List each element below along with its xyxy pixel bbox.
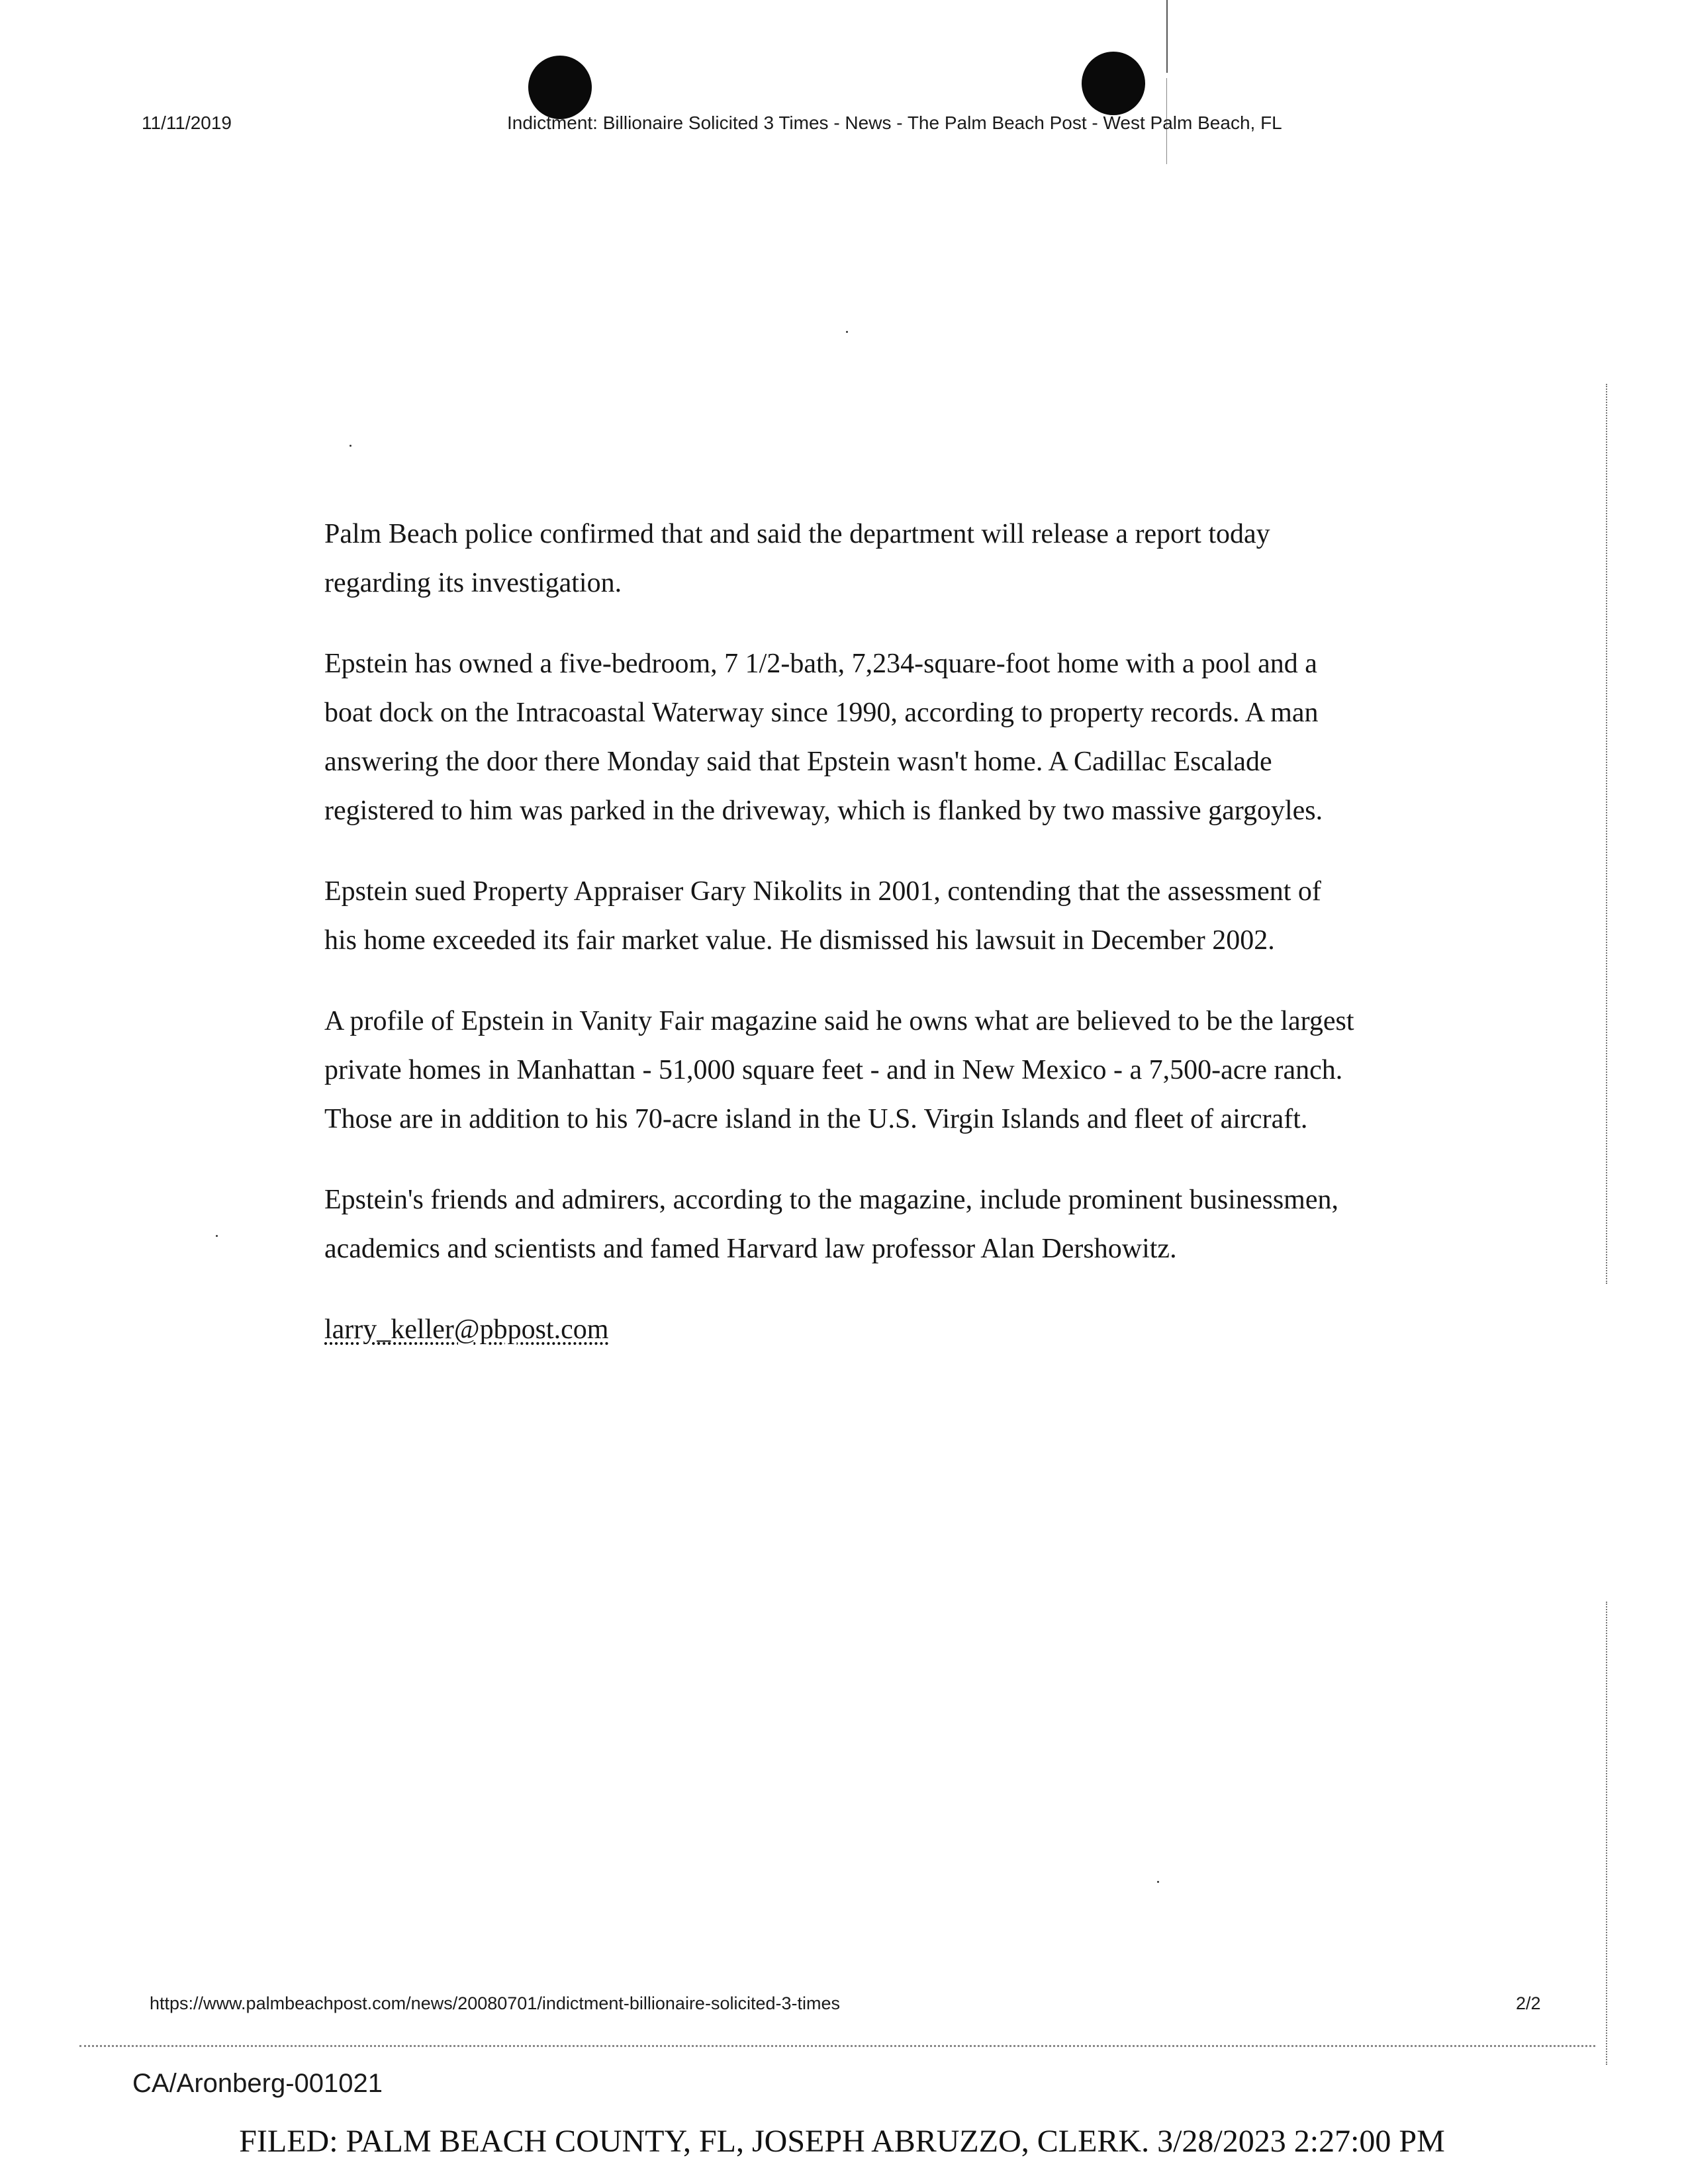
scan-edge-artifact	[1606, 384, 1609, 1284]
print-date: 11/11/2019	[142, 113, 232, 133]
punch-hole-right	[1082, 52, 1145, 115]
filing-stamp: FILED: PALM BEACH COUNTY, FL, JOSEPH ABRUZZO, CLERK. 3/28/2023 2:27:00 PM	[239, 2124, 1445, 2159]
paragraph: Epstein sued Property Appraiser Gary Nikolits in 2001, contending that the assessment of his home exceeded its fair market value. He dismissed his lawsuit in December 2002.	[324, 876, 1321, 956]
scan-edge-artifact	[1606, 1602, 1609, 2065]
bates-number: CA/Aronberg-001021	[132, 2069, 383, 2098]
scan-speck	[350, 445, 351, 447]
punch-hole-left	[528, 56, 592, 119]
page-number: 2/2	[1516, 1993, 1541, 2013]
scan-line	[1166, 0, 1168, 73]
scan-speck	[1157, 1881, 1159, 1883]
paragraph: Palm Beach police confirmed that and said the department will release a report today regarding its investigation.	[324, 519, 1270, 598]
article-body	[324, 510, 1357, 1386]
paragraph: Epstein's friends and admirers, according to the magazine, include prominent businessmen, academics and scientists and famed Harvard law professor Alan Dershowitz.	[324, 1185, 1338, 1264]
paragraph: A profile of Epstein in Vanity Fair magazine said he owns what are believed to be the largest private homes in Manhattan - 51,000 square feet - and in New Mexico - a 7,500-acre ranch. Those are in addition to his 70-acre island in the U.S. Virgin Islands and fleet of aircraft.	[324, 1006, 1354, 1134]
scan-speck	[216, 1235, 218, 1237]
author-email-link[interactable]: larry_keller@pbpost.com	[324, 1314, 609, 1345]
source-url: https://www.palmbeachpost.com/news/20080701/indictment-billionaire-solicited-3-times	[150, 1993, 840, 2013]
paragraph: Epstein has owned a five-bedroom, 7 1/2-bath, 7,234-square-foot home with a pool and a boat dock on the Intracoastal Waterway since 1990, according to property records. A man answering the door there Monday said that Epstein wasn't home. A Cadillac Escalade registered to him was parked in the driveway, which is flanked by two massive gargoyles.	[324, 649, 1323, 826]
page-title: Indictment: Billionaire Solicited 3 Times - News - The Palm Beach Post - West Palm Beach, FL	[507, 113, 1282, 133]
footer-divider	[79, 2045, 1595, 2047]
scan-speck	[846, 331, 848, 333]
author-email-line	[324, 1305, 1357, 1354]
